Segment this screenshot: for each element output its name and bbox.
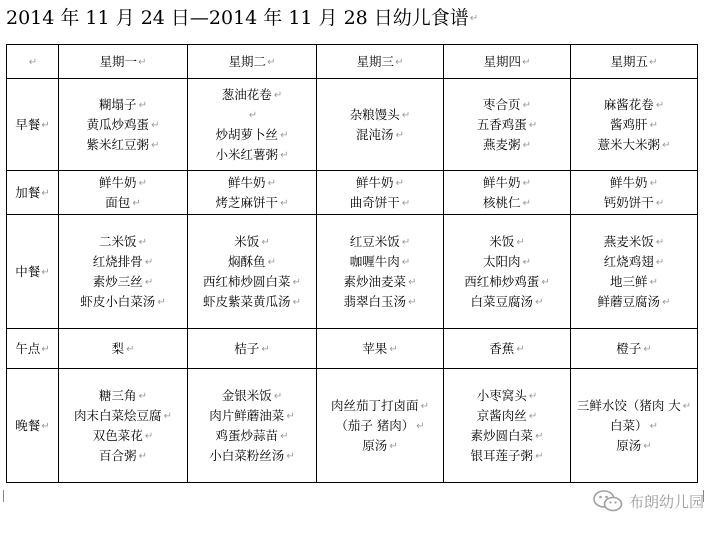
paragraph-mark-icon: ↵ [662, 296, 671, 308]
menu-item-line [99, 232, 147, 252]
menu-item-line [471, 292, 544, 312]
menu-cell [59, 171, 188, 215]
menu-cell [59, 215, 188, 329]
menu-item: （茄子 猪肉） [335, 417, 415, 433]
menu-item-line [471, 426, 544, 446]
menu-item-line [80, 292, 165, 312]
menu-item: 素炒油麦菜 [343, 273, 407, 289]
paragraph-mark-icon: ↵ [655, 99, 665, 111]
paragraph-mark-icon: ↵ [401, 197, 411, 209]
paragraph-mark-icon: ↵ [401, 236, 411, 248]
menu-title [6, 4, 696, 32]
menu-item: 香蕉 [489, 340, 515, 356]
menu-item: 小枣窝头 [476, 387, 527, 403]
menu-item: 金银米饭 [221, 387, 272, 403]
menu-cell [571, 171, 698, 215]
paragraph-mark-icon: ↵ [401, 109, 411, 121]
paragraph-mark-icon: ↵ [267, 177, 276, 189]
day-header [59, 45, 188, 79]
paragraph-mark-icon: ↵ [655, 236, 665, 248]
menu-cell [317, 171, 444, 215]
paragraph-mark-icon: ↵ [138, 450, 147, 462]
corner-cell [7, 45, 59, 79]
menu-item-line [216, 193, 289, 213]
menu-item: 素炒三丝 [92, 273, 143, 289]
day-header-label: 星期二 [228, 53, 267, 69]
menu-item: 素炒圆白菜 [470, 427, 534, 443]
menu-item: 炒胡萝卜丝 [215, 126, 279, 142]
paragraph-mark-icon: ↵ [535, 430, 544, 442]
paragraph-mark-icon: ↵ [528, 390, 538, 402]
menu-item-line [228, 173, 276, 193]
menu-item-line [616, 436, 651, 456]
watermark-text: 布朗幼儿园 [628, 492, 704, 511]
day-header-label: 星期五 [610, 53, 649, 69]
menu-item-line [99, 173, 147, 193]
paragraph-mark-icon: ↵ [273, 89, 283, 101]
menu-item-line [99, 95, 147, 115]
paragraph-mark-icon: ↵ [469, 13, 479, 24]
menu-cell-items [571, 339, 697, 359]
menu-item: 红豆米饭 [349, 233, 400, 249]
menu-item: 鲜牛奶 [610, 174, 648, 190]
paragraph-mark-icon: ↵ [649, 56, 658, 68]
menu-item: 糖三角 [99, 387, 137, 403]
paragraph-mark-icon: ↵ [643, 440, 652, 452]
wechat-icon [593, 489, 623, 513]
day-header-label: 星期一 [99, 53, 138, 69]
menu-cell [444, 171, 571, 215]
menu-cell-items [59, 173, 187, 213]
paragraph-mark-icon: ↵ [292, 276, 301, 288]
menu-title-text: 2014 年 11 月 24 日—2014 年 11 月 28 日幼儿食谱 [6, 7, 469, 29]
page-edge-mark [3, 490, 4, 502]
menu-item: 京酱肉丝 [476, 407, 527, 423]
meal-row [7, 171, 698, 215]
menu-item: 麻酱花卷 [603, 96, 654, 112]
paragraph-mark-icon: ↵ [151, 119, 160, 131]
paragraph-mark-icon: ↵ [273, 390, 283, 402]
menu-item-line [228, 252, 276, 272]
menu-item-line [610, 173, 658, 193]
meal-name: 早餐 [15, 116, 41, 132]
menu-item-line [234, 339, 269, 359]
day-header-label: 星期三 [356, 53, 395, 69]
menu-item-line [93, 426, 153, 446]
menu-item: 梨 [111, 340, 125, 356]
menu-item-line [222, 386, 282, 406]
menu-item-line [350, 252, 410, 272]
day-header [317, 45, 444, 79]
menu-cell-items [571, 396, 697, 456]
menu-cell [444, 329, 571, 369]
menu-item-line [105, 193, 140, 213]
menu-item-line [483, 252, 531, 272]
menu-cell [59, 369, 188, 483]
day-header [444, 45, 571, 79]
menu-item-line [483, 173, 531, 193]
menu-cell-items [317, 396, 443, 456]
menu-item: 枣合页 [483, 96, 521, 112]
menu-cell [444, 369, 571, 483]
menu-item: 鲜牛奶 [356, 174, 394, 190]
paragraph-mark-icon: ↵ [163, 410, 172, 422]
menu-cell-items [59, 339, 187, 359]
paragraph-mark-icon: ↵ [649, 177, 658, 189]
menu-item: 杂粮馒头 [349, 106, 400, 122]
menu-item: 翡翠白玉汤 [343, 293, 407, 309]
paragraph-mark-icon: ↵ [286, 450, 295, 462]
menu-item-line [477, 115, 537, 135]
menu-cell-items [59, 95, 187, 155]
menu-item-line [483, 135, 531, 155]
menu-item: 桔子 [234, 340, 260, 356]
paragraph-mark-icon: ↵ [416, 420, 425, 432]
menu-item: 小白菜粉丝汤 [209, 447, 285, 463]
menu-cell-items [317, 339, 443, 359]
paragraph-mark-icon: ↵ [682, 400, 692, 412]
menu-item-line [74, 406, 172, 426]
paragraph-mark-icon: ↵ [522, 177, 531, 189]
menu-item: 肉片鲜蘑油菜 [209, 407, 285, 423]
menu-item: 三鲜水饺（猪肉 大 [576, 397, 681, 413]
menu-cell [444, 79, 571, 171]
menu-cell [59, 79, 188, 171]
menu-item-line [216, 426, 289, 446]
menu-item: 黄瓜炒鸡蛋 [86, 116, 150, 132]
menu-item: 米饭 [489, 233, 515, 249]
menu-item-line [489, 232, 524, 252]
menu-item-line [483, 95, 531, 115]
paragraph-mark-icon: ↵ [144, 430, 154, 442]
paragraph-mark-icon: ↵ [395, 129, 404, 141]
menu-item-line [604, 193, 664, 213]
paragraph-mark-icon: ↵ [643, 343, 652, 355]
menu-item-line [598, 135, 671, 155]
menu-item: 燕麦米饭 [603, 233, 654, 249]
menu-cell-items [571, 173, 697, 213]
menu-item-line [477, 386, 537, 406]
day-header-label: 星期四 [483, 53, 522, 69]
paragraph-mark-icon: ↵ [395, 56, 404, 68]
menu-item: 燕麦粥 [483, 136, 521, 152]
menu-item-line [93, 272, 153, 292]
menu-item: 葱油花卷 [221, 86, 272, 102]
menu-item-line [598, 292, 671, 312]
menu-item: 橙子 [616, 340, 642, 356]
meal-name: 中餐 [15, 263, 41, 279]
menu-cell [317, 79, 444, 171]
menu-item: 百合粥 [99, 447, 137, 463]
menu-cell [188, 171, 317, 215]
paragraph-mark-icon: ↵ [535, 450, 544, 462]
menu-item-line [604, 252, 664, 272]
paragraph-mark-icon: ↵ [41, 343, 50, 355]
menu-item: 糊塌子 [99, 96, 137, 112]
paragraph-mark-icon: ↵ [157, 296, 166, 308]
menu-item: 肉丝茄丁打卤面 [331, 397, 419, 413]
menu-item-line [610, 416, 658, 436]
menu-cell-items [444, 95, 570, 155]
menu-item: 原汤 [616, 437, 642, 453]
menu-item: 鲜蘑豆腐汤 [597, 293, 661, 309]
menu-cell [317, 329, 444, 369]
menu-item-line [483, 193, 531, 213]
meal-name: 晚餐 [15, 417, 41, 433]
paragraph-mark-icon: ↵ [528, 410, 538, 422]
menu-item: 面包 [105, 194, 131, 210]
menu-item: 焖酥鱼 [228, 253, 266, 269]
paragraph-mark-icon: ↵ [41, 266, 50, 278]
menu-item-line [477, 406, 537, 426]
paragraph-mark-icon: ↵ [662, 139, 671, 151]
meal-name-cell [7, 215, 59, 329]
menu-cell-items [317, 105, 443, 145]
menu-item: 鲜牛奶 [99, 174, 137, 190]
paragraph-mark-icon: ↵ [280, 430, 289, 442]
menu-item-line [577, 396, 691, 416]
paragraph-mark-icon: ↵ [144, 276, 154, 288]
menu-item: 酱鸡肝 [610, 116, 648, 132]
menu-item-line [344, 292, 417, 312]
menu-item: 红烧鸡翅 [603, 253, 654, 269]
menu-item: 西红柿炒圆白菜 [203, 273, 291, 289]
paragraph-mark-icon: ↵ [389, 343, 398, 355]
menu-cell [571, 79, 698, 171]
menu-cell [188, 79, 317, 171]
menu-item: 西红柿炒鸡蛋 [464, 273, 540, 289]
menu-item-line [216, 125, 289, 145]
paragraph-mark-icon: ↵ [267, 56, 276, 68]
paragraph-mark-icon: ↵ [649, 276, 658, 288]
menu-cell-items [444, 232, 570, 312]
menu-item: 虾皮小白菜汤 [80, 293, 156, 309]
paragraph-mark-icon: ↵ [522, 99, 531, 111]
paragraph-mark-icon: ↵ [420, 400, 429, 412]
menu-item: 曲奇饼干 [349, 194, 400, 210]
menu-item: 虾皮紫菜黄瓜汤 [203, 293, 291, 309]
paragraph-mark-icon: ↵ [138, 177, 147, 189]
paragraph-mark-icon: ↵ [516, 343, 525, 355]
menu-item-line [222, 85, 282, 105]
menu-item: 钙奶饼干 [603, 194, 654, 210]
paragraph-mark-icon: ↵ [522, 139, 531, 151]
paragraph-mark-icon: ↵ [522, 197, 531, 209]
meal-row [7, 369, 698, 483]
menu-item-line [604, 232, 664, 252]
menu-item-line [234, 232, 269, 252]
menu-item: 白菜豆腐汤 [470, 293, 534, 309]
menu-item-line [112, 339, 135, 359]
menu-cell [571, 369, 698, 483]
menu-item: 米饭 [234, 233, 260, 249]
paragraph-mark-icon: ↵ [516, 236, 525, 248]
menu-item-line [464, 272, 549, 292]
menu-item-line [489, 339, 524, 359]
menu-item: 薏米大米粥 [597, 136, 661, 152]
menu-item-line [335, 416, 424, 436]
menu-item-line [209, 446, 294, 466]
menu-item-line [610, 115, 658, 135]
meal-name-cell [7, 171, 59, 215]
paragraph-mark-icon: ↵ [655, 197, 665, 209]
menu-item-line [99, 446, 147, 466]
menu-item: 原汤 [362, 437, 388, 453]
menu-item-line [344, 272, 417, 292]
menu-item: 混沌汤 [356, 126, 394, 142]
menu-cell-items [444, 339, 570, 359]
paragraph-mark-icon: ↵ [408, 276, 417, 288]
menu-item-line [356, 173, 404, 193]
menu-item: 双色菜花 [92, 427, 143, 443]
menu-item-line [350, 193, 410, 213]
paragraph-mark-icon: ↵ [408, 296, 417, 308]
menu-item-line [93, 252, 153, 272]
meal-row [7, 329, 698, 369]
paragraph-mark-icon: ↵ [280, 129, 289, 141]
menu-item: 二米饭 [99, 233, 137, 249]
menu-cell-items [317, 173, 443, 213]
paragraph-mark-icon: ↵ [138, 99, 147, 111]
paragraph-mark-icon: ↵ [261, 236, 270, 248]
menu-item: 太阳肉 [483, 253, 521, 269]
menu-cell-items [59, 386, 187, 466]
day-header [571, 45, 698, 79]
menu-cell-items [444, 173, 570, 213]
paragraph-mark-icon: ↵ [144, 256, 154, 268]
menu-item-line [87, 135, 160, 155]
meal-row [7, 79, 698, 171]
menu-item: 鲜牛奶 [228, 174, 266, 190]
menu-item-line [610, 272, 658, 292]
menu-item-line [216, 145, 289, 165]
paragraph-mark-icon: ↵ [401, 256, 411, 268]
menu-item: 红烧排骨 [92, 253, 143, 269]
paragraph-mark-icon: ↵ [655, 256, 665, 268]
meal-row [7, 215, 698, 329]
paragraph-mark-icon: ↵ [151, 139, 160, 151]
menu-item-line [350, 105, 410, 125]
paragraph-mark-icon: ↵ [132, 197, 141, 209]
menu-item: 鸡蛋炒蒜苗 [215, 427, 279, 443]
menu-item-line [203, 292, 301, 312]
menu-cell [188, 329, 317, 369]
paragraph-mark-icon: ↵ [522, 56, 531, 68]
paragraph-mark-icon: ↵ [389, 440, 398, 452]
paragraph-mark-icon: ↵ [138, 56, 147, 68]
menu-cell [571, 215, 698, 329]
menu-cell-items [188, 339, 316, 359]
header-row [7, 45, 698, 79]
menu-item-line [331, 396, 429, 416]
paragraph-mark-icon: ↵ [280, 149, 289, 161]
paragraph-mark-icon: ↵ [138, 236, 147, 248]
menu-item: 小米红薯粥 [215, 146, 279, 162]
menu-item: 苹果 [362, 340, 388, 356]
paragraph-mark-icon: ↵ [126, 343, 135, 355]
menu-cell-items [317, 232, 443, 312]
menu-item: 咖喱牛肉 [349, 253, 400, 269]
menu-cell-items [188, 85, 316, 165]
menu-item: 肉末白菜烩豆腐 [74, 407, 162, 423]
paragraph-mark-icon: ↵ [528, 119, 538, 131]
menu-item-line [356, 125, 404, 145]
paragraph-mark-icon: ↵ [280, 197, 289, 209]
paragraph-mark-icon: ↵ [267, 256, 276, 268]
menu-cell [317, 215, 444, 329]
menu-cell [188, 369, 317, 483]
menu-cell-items [571, 232, 697, 312]
meal-name-cell [7, 369, 59, 483]
menu-item: 地三鲜 [610, 273, 648, 289]
menu-item-line [87, 115, 160, 135]
menu-cell-items [59, 232, 187, 312]
meal-name: 加餐 [15, 184, 41, 200]
meal-name-cell [7, 329, 59, 369]
paragraph-mark-icon: ↵ [41, 420, 50, 432]
menu-item: 银耳莲子粥 [470, 447, 534, 463]
menu-cell [571, 329, 698, 369]
menu-item-line [362, 436, 397, 456]
paragraph-mark-icon: ↵ [138, 390, 147, 402]
paragraph-mark-icon: ↵ [41, 119, 50, 131]
paragraph-mark-icon: ↵ [395, 177, 404, 189]
menu-item-line [99, 386, 147, 406]
watermark [593, 488, 704, 514]
day-header [188, 45, 317, 79]
paragraph-mark-icon: ↵ [649, 119, 658, 131]
menu-item: 烤芝麻饼干 [215, 194, 279, 210]
paragraph-mark-icon: ↵ [292, 296, 301, 308]
paragraph-mark-icon: ↵ [649, 420, 658, 432]
menu-item: 核桃仁 [483, 194, 521, 210]
menu-item-line [203, 272, 301, 292]
paragraph-mark-icon: ↵ [28, 56, 38, 68]
menu-cell [317, 369, 444, 483]
menu-item: 五香鸡蛋 [476, 116, 527, 132]
menu-item-line [247, 105, 257, 125]
menu-cell-items [571, 95, 697, 155]
menu-item-line [604, 95, 664, 115]
menu-item: 紫米红豆粥 [86, 136, 150, 152]
paragraph-mark-icon: ↵ [535, 296, 544, 308]
menu-item: 鲜牛奶 [483, 174, 521, 190]
menu-item: 白菜） [610, 417, 648, 433]
menu-item-line [616, 339, 651, 359]
menu-cell-items [188, 173, 316, 213]
meal-name: 午点 [15, 340, 41, 356]
menu-cell [188, 215, 317, 329]
paragraph-mark-icon: ↵ [248, 109, 258, 121]
menu-cell-items [188, 232, 316, 312]
paragraph-mark-icon: ↵ [522, 256, 531, 268]
menu-cell-items [188, 386, 316, 466]
meal-name-cell [7, 79, 59, 171]
menu-cell [59, 329, 188, 369]
menu-item-line [350, 232, 410, 252]
paragraph-mark-icon: ↵ [286, 410, 295, 422]
menu-cell-items [444, 386, 570, 466]
paragraph-mark-icon: ↵ [41, 187, 50, 199]
menu-item-line [471, 446, 544, 466]
menu-item-line [209, 406, 294, 426]
weekly-menu-table [6, 44, 698, 483]
menu-cell [444, 215, 571, 329]
paragraph-mark-icon: ↵ [541, 276, 550, 288]
menu-item-line [362, 339, 397, 359]
paragraph-mark-icon: ↵ [261, 343, 270, 355]
